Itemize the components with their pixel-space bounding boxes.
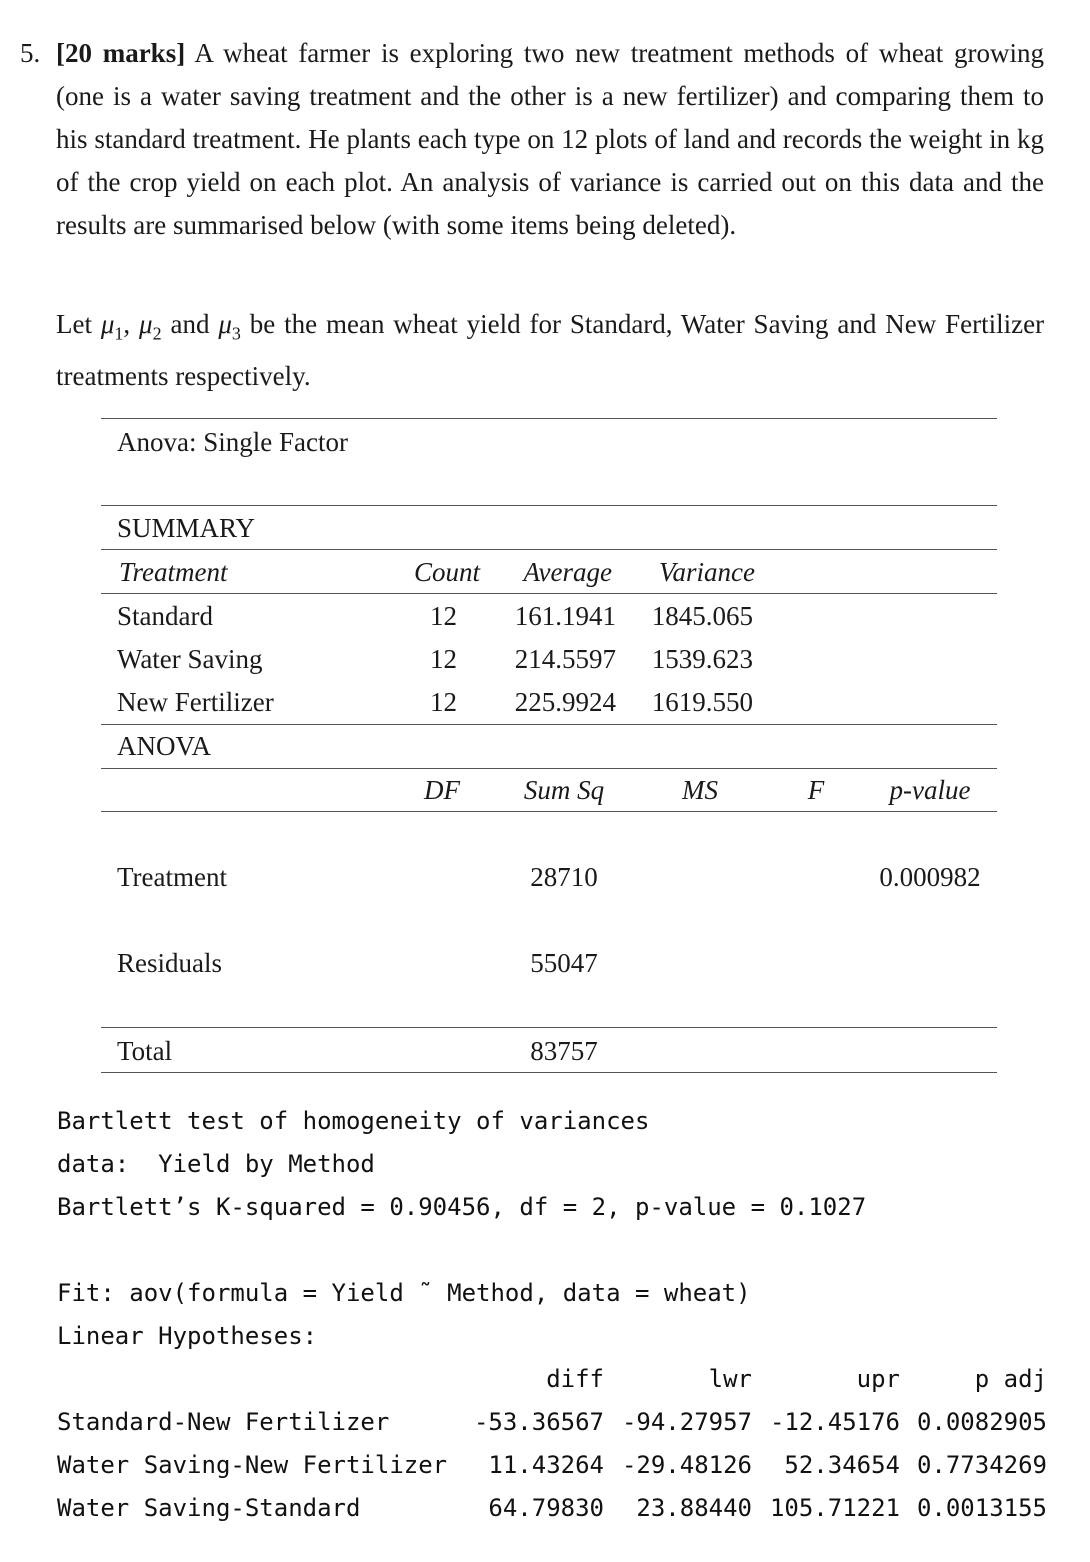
rule bbox=[101, 724, 997, 725]
tukey-cell: 0.7734269 bbox=[916, 1451, 1047, 1479]
table-row-label: Standard bbox=[117, 601, 213, 631]
tukey-header-upr: upr bbox=[856, 1365, 900, 1393]
tukey-row-label: Standard-New Fertilizer bbox=[57, 1408, 390, 1436]
tukey-cell: 52.34654 bbox=[784, 1451, 900, 1479]
tukey-header-padj: p adj bbox=[974, 1365, 1047, 1393]
let-prefix: Let bbox=[56, 309, 92, 339]
tukey-cell: 64.79830 bbox=[488, 1494, 604, 1522]
mu2-symbol: $\mu_2$ bbox=[139, 309, 162, 344]
rule bbox=[101, 811, 997, 812]
rule bbox=[101, 505, 997, 506]
summary-header-average: Average bbox=[523, 557, 612, 587]
anova-header-f: F bbox=[807, 775, 825, 805]
table-cell: 0.000982 bbox=[879, 862, 981, 892]
summary-header-count: Count bbox=[413, 557, 480, 587]
table-row-label: Water Saving bbox=[117, 644, 263, 674]
question-marks: [20 marks] bbox=[56, 38, 186, 68]
tukey-cell: 11.43264 bbox=[488, 1451, 604, 1479]
tukey-cell: -53.36567 bbox=[473, 1408, 604, 1436]
table-cell: 214.5597 bbox=[514, 644, 616, 674]
anova-header-pvalue: p-value bbox=[889, 775, 971, 805]
question-number: 5. bbox=[20, 38, 41, 68]
tukey-cell: -29.48126 bbox=[621, 1451, 752, 1479]
table-row-label: Treatment bbox=[117, 862, 227, 892]
tukey-cell: 0.0082905 bbox=[916, 1408, 1047, 1436]
table-row-label: Residuals bbox=[117, 948, 222, 978]
table-cell: 1539.623 bbox=[651, 644, 753, 674]
question-intro-text: A wheat farmer is exploring two new treatment methods of wheat growing (one is a water saving treatment and the other is a new fertilizer) and comparing them to his standard treatment. He plants each type on 12 plots of land and records the weight in kg of the crop yield on each plot. An analysis of variance is carried out on this data and the results are summarised below (with some items being deleted). bbox=[56, 38, 1044, 240]
tukey-cell: -94.27957 bbox=[621, 1408, 752, 1436]
bartlett-line2: data: Yield by Method bbox=[57, 1150, 375, 1178]
bartlett-line3: Bartlett’s K-squared = 0.90456, df = 2, p-value = 0.1027 bbox=[57, 1193, 867, 1221]
table-cell: 55047 bbox=[530, 948, 598, 978]
rule bbox=[101, 768, 997, 769]
tukey-row-label: Water Saving-New Fertilizer bbox=[57, 1451, 448, 1479]
bartlett-line1: Bartlett test of homogeneity of variances bbox=[57, 1107, 650, 1135]
table-cell: 12 bbox=[430, 687, 457, 717]
question-intro bbox=[56, 32, 1044, 247]
rule bbox=[101, 549, 997, 550]
tukey-fit: Fit: aov(formula = Yield ˜ Method, data = wheat) bbox=[57, 1279, 751, 1307]
rule bbox=[101, 1072, 997, 1073]
table-row-label: Total bbox=[117, 1036, 173, 1066]
table-cell: 83757 bbox=[530, 1036, 598, 1066]
rule bbox=[101, 1027, 997, 1028]
rule bbox=[101, 593, 997, 594]
summary-header-variance: Variance bbox=[659, 557, 755, 587]
table-cell: 12 bbox=[430, 644, 457, 674]
let-and: and bbox=[170, 309, 210, 339]
anova-header-df: DF bbox=[424, 775, 460, 805]
tukey-cell: 23.88440 bbox=[636, 1494, 752, 1522]
table-cell: 1845.065 bbox=[651, 601, 753, 631]
table-cell: 28710 bbox=[530, 862, 598, 892]
tukey-cell: 105.71221 bbox=[769, 1494, 900, 1522]
tukey-row-label: Water Saving-Standard bbox=[57, 1494, 361, 1522]
anova-header-sumsq: Sum Sq bbox=[523, 775, 605, 805]
anova-label: ANOVA bbox=[117, 731, 212, 761]
anova-header-ms: MS bbox=[682, 775, 718, 805]
tukey-hypotheses: Linear Hypotheses: bbox=[57, 1322, 318, 1350]
tukey-header-lwr: lwr bbox=[708, 1365, 752, 1393]
anova-title: Anova: Single Factor bbox=[117, 427, 348, 457]
summary-label: SUMMARY bbox=[117, 513, 256, 543]
table-row-label: New Fertilizer bbox=[117, 687, 274, 717]
table-cell: 161.1941 bbox=[514, 601, 616, 631]
summary-header-treatment: Treatment bbox=[119, 557, 228, 587]
mu1-symbol: $\mu_1$ bbox=[100, 309, 124, 344]
mu-definition: Let $\mu_1$, $\mu_2$ and $\mu_3$ be the mean wheat yield for Standard, Water Saving and New Fertilizer treatments respectively. bbox=[56, 309, 1045, 392]
tukey-header-diff: diff bbox=[546, 1365, 604, 1393]
tukey-cell: -12.45176 bbox=[769, 1408, 900, 1436]
rule bbox=[101, 418, 997, 419]
tukey-cell: 0.0013155 bbox=[916, 1494, 1047, 1522]
mu3-symbol: $\mu_3$ bbox=[218, 309, 241, 344]
table-cell: 225.9924 bbox=[514, 687, 616, 717]
table-cell: 1619.550 bbox=[651, 687, 753, 717]
let-rest: be the mean wheat yield for Standard, Water Saving and New Fertilizer treatments respectively. bbox=[56, 309, 1045, 392]
table-cell: 12 bbox=[430, 601, 457, 631]
